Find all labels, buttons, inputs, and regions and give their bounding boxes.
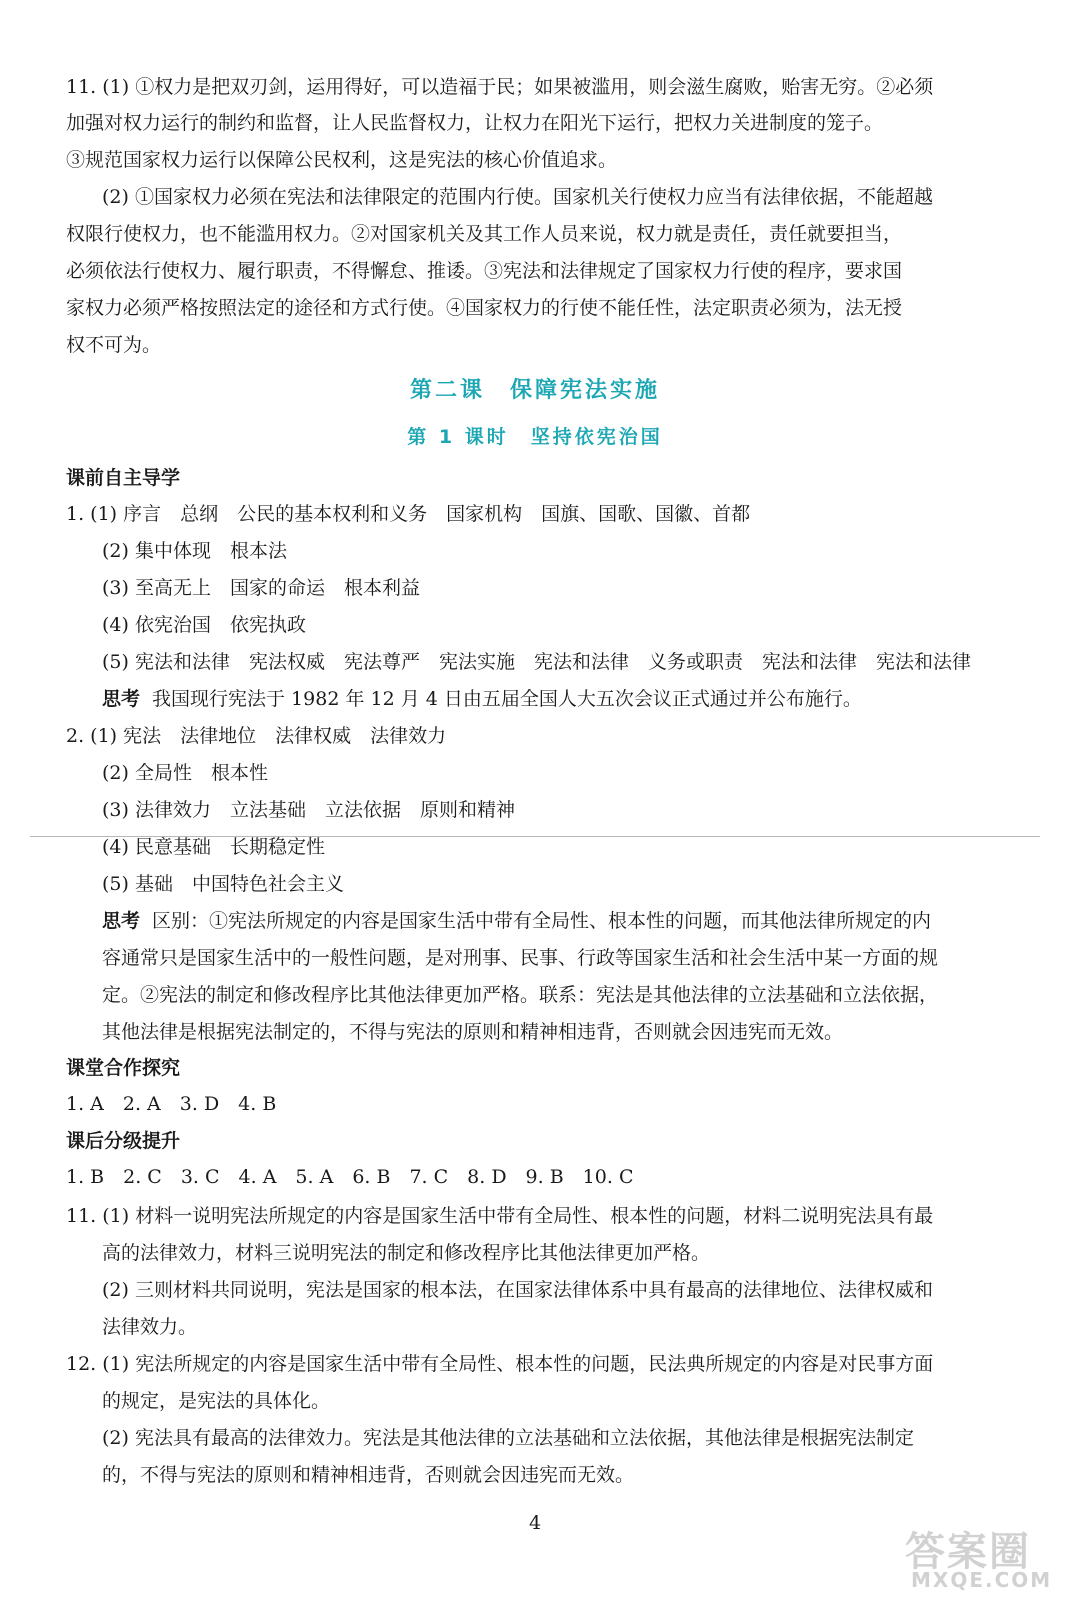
think-label: 思考 bbox=[102, 688, 141, 710]
after-q12-2-line-b: 的，不得与宪法的原则和精神相违背，否则就会因违宪而无效。 bbox=[102, 1464, 635, 1486]
watermark-url: MXQE.COM bbox=[911, 1568, 1053, 1592]
after-answers: 1. B 2. C 3. C 4. A 5. A 6. B 7. C 8. D 9. B 10. C bbox=[66, 1166, 634, 1188]
q11-1-line-b: 加强对权力运行的制约和监督，让人民监督权力，让权力在阳光下运行，把权力关进制度的笼子。 bbox=[66, 112, 884, 134]
after-q11-1-line-b: 高的法律效力，材料三说明宪法的制定和修改程序比其他法律更加严格。 bbox=[102, 1242, 711, 1264]
lesson-heading: 第二课 保障宪法实施 bbox=[409, 378, 660, 403]
period-heading: 第 1 课时 坚持依宪治国 bbox=[407, 426, 663, 448]
pre-line-m5: (5) 基础 中国特色社会主义 bbox=[102, 873, 344, 895]
pre-line-2: (2) 集中体现 根本法 bbox=[102, 540, 287, 562]
watermark-text: 答案圈 bbox=[905, 1529, 1031, 1575]
pre-line-4: (4) 依宪治国 依宪执政 bbox=[102, 614, 306, 636]
q11-1-line-a: 11. (1) ①权力是把双刃剑，运用得好，可以造福于民；如果被滥用，则会滋生腐败，贻害无穷。②必须 bbox=[66, 76, 934, 98]
after-q12-2-line-a: (2) 宪法具有最高的法律效力。宪法是其他法律的立法基础和立法依据，其他法律是根据宪法制定 bbox=[102, 1427, 914, 1449]
section-title-after: 课后分级提升 bbox=[66, 1130, 181, 1152]
think-2-line-c: 定。②宪法的制定和修改程序比其他法律更加严格。联系：宪法是其他法律的立法基础和立法依据， bbox=[102, 984, 939, 1006]
pre-line-3: (3) 至高无上 国家的命运 根本利益 bbox=[102, 577, 420, 599]
pre-line-5: (5) 宪法和法律 宪法权威 宪法尊严 宪法实施 宪法和法律 义务或职责 宪法和法律 宪法和法律 bbox=[102, 651, 971, 673]
section-title-pre: 课前自主导学 bbox=[66, 467, 181, 489]
after-q11-2-line-b: 法律效力。 bbox=[102, 1316, 198, 1338]
after-q11-1-line-a: 11. (1) 材料一说明宪法所规定的内容是国家生活中带有全局性、根本性的问题，材料二说明宪法具有最 bbox=[66, 1205, 934, 1227]
q11-2-line-b: 权限行使权力，也不能滥用权力。②对国家机关及其工作人员来说，权力就是责任，责任就要担当， bbox=[66, 223, 903, 245]
think-2-line-a bbox=[102, 908, 931, 934]
pre-line-m4: (4) 民意基础 长期稳定性 bbox=[102, 836, 325, 858]
q11-2-line-a: (2) ①国家权力必须在宪法和法律限定的范围内行使。国家机关行使权力应当有法律依据，不能超越 bbox=[102, 186, 933, 208]
pre-line-1: 1. (1) 序言 总纲 公民的基本权利和义务 国家机构 国旗、国歌、国徽、首都 bbox=[66, 503, 751, 525]
after-q12-1-line-a: 12. (1) 宪法所规定的内容是国家生活中带有全局性、根本性的问题，民法典所规定的内容是对民事方面 bbox=[66, 1353, 934, 1375]
pre-line-m3: (3) 法律效力 立法基础 立法依据 原则和精神 bbox=[102, 799, 515, 821]
q11-2-line-d: 家权力必须严格按照法定的途径和方式行使。④国家权力的行使不能任性，法定职责必须为，法无授 bbox=[66, 297, 903, 319]
page-number: 4 bbox=[528, 1512, 542, 1534]
section-title-class: 课堂合作探究 bbox=[66, 1057, 181, 1079]
think-label: 思考 bbox=[102, 910, 141, 932]
q11-2-line-c: 必须依法行使权力、履行职责，不得懈怠、推诿。③宪法和法律规定了国家权力行使的程序，要求国 bbox=[66, 260, 903, 282]
think-2-line-d: 其他法律是根据宪法制定的，不得与宪法的原则和精神相违背，否则就会因违宪而无效。 bbox=[102, 1021, 844, 1043]
q11-2-line-e: 权不可为。 bbox=[66, 334, 162, 356]
after-q11-2-line-a: (2) 三则材料共同说明，宪法是国家的根本法，在国家法律体系中具有最高的法律地位、法律权威和 bbox=[102, 1279, 933, 1301]
think-2-line-b: 容通常只是国家生活中的一般性问题，是对刑事、民事、行政等国家生活和社会生活中某一方面的规 bbox=[102, 947, 939, 969]
pre-line-m1: 2. (1) 宪法 法律地位 法律权威 法律效力 bbox=[66, 725, 447, 747]
q11-1-line-c: ③规范国家权力运行以保障公民权利，这是宪法的核心价值追求。 bbox=[66, 149, 618, 171]
think-1-text: 我国现行宪法于 1982 年 12 月 4 日由五届全国人大五次会议正式通过并公布施行。 bbox=[152, 688, 862, 710]
class-answers: 1. A 2. A 3. D 4. B bbox=[66, 1093, 277, 1115]
think-1 bbox=[102, 686, 862, 712]
watermark-logo bbox=[905, 1520, 1055, 1592]
after-q12-1-line-b: 的规定，是宪法的具体化。 bbox=[102, 1390, 331, 1412]
pre-line-m2: (2) 全局性 根本性 bbox=[102, 762, 268, 784]
think-2-text-a: 区别：①宪法所规定的内容是国家生活中带有全局性、根本性的问题，而其他法律所规定的内 bbox=[152, 910, 932, 932]
